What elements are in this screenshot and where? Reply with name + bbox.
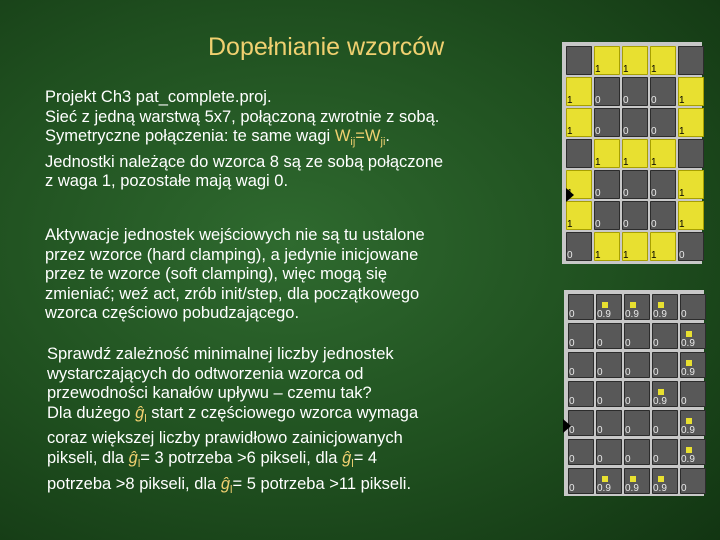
paragraph-leak-conductance	[47, 345, 418, 500]
unit-value: 1	[679, 219, 685, 230]
grid-unit[interactable]	[650, 139, 676, 168]
grid-unit[interactable]	[680, 439, 706, 465]
grid-unit[interactable]	[568, 439, 594, 465]
line: zmieniać; weź act, zrób init/step, dla początkowego	[45, 284, 420, 303]
grid-unit[interactable]	[678, 232, 704, 261]
grid-unit[interactable]	[678, 77, 704, 106]
symbol: W	[334, 127, 351, 146]
unit-value: 0.9	[681, 338, 695, 349]
grid-unit[interactable]	[652, 381, 678, 407]
grid-unit[interactable]	[568, 410, 594, 436]
unit-value: 0	[569, 396, 575, 407]
grid-unit[interactable]	[568, 323, 594, 349]
grid-unit[interactable]	[596, 381, 622, 407]
grid-unit[interactable]	[568, 468, 594, 494]
line: Sprawdź zależność minimalnej liczby jednostek	[47, 345, 394, 363]
grid-unit[interactable]	[594, 232, 620, 261]
grid-unit[interactable]	[680, 294, 706, 320]
g-leak-symbol	[220, 474, 233, 496]
subscript: l	[351, 457, 354, 470]
line: wystarczających do odtworzenia wzorca od	[47, 364, 364, 383]
grid-unit[interactable]	[622, 170, 648, 199]
grid-unit[interactable]	[624, 381, 650, 407]
grid-unit[interactable]	[566, 232, 592, 261]
subscript: l	[230, 483, 233, 496]
unit-value: 0	[597, 454, 603, 465]
unit-value: 1	[567, 219, 573, 230]
unit-value: 0	[651, 126, 657, 137]
unit-value: 1	[679, 126, 685, 137]
unit-value: 0	[569, 483, 575, 494]
grid-unit[interactable]	[652, 323, 678, 349]
activation-marker	[658, 389, 664, 395]
grid-unit[interactable]	[596, 468, 622, 494]
symbol: ĝ	[128, 448, 138, 467]
text: pikseli, dla	[47, 448, 129, 467]
grid-unit[interactable]	[596, 352, 622, 378]
unit-value: 0	[625, 367, 631, 378]
grid-unit[interactable]	[596, 410, 622, 436]
symbol: ĝ	[135, 403, 145, 422]
grid-unit[interactable]	[678, 108, 704, 137]
unit-value: 0.9	[681, 425, 695, 436]
grid-unit[interactable]	[680, 468, 706, 494]
grid-unit[interactable]	[650, 170, 676, 199]
line: przez te wzorce (soft clamping), więc mogą się	[45, 265, 388, 284]
unit-value: 1	[623, 64, 629, 75]
grid-unit[interactable]	[678, 46, 704, 75]
unit-value: 1	[595, 157, 601, 168]
line: przez wzorce (hard clamping), a jedynie inicjowane	[45, 245, 419, 264]
unit-value: 1	[623, 157, 629, 168]
grid-unit[interactable]	[680, 410, 706, 436]
grid-unit[interactable]	[594, 201, 620, 230]
unit-value: 0	[625, 425, 631, 436]
g-leak-symbol	[128, 448, 141, 470]
unit-value: 0	[623, 188, 629, 199]
unit-value: 0	[623, 95, 629, 106]
unit-value: 0.9	[653, 396, 667, 407]
line	[47, 449, 418, 475]
unit-value: 1	[651, 157, 657, 168]
grid-unit[interactable]	[678, 170, 704, 199]
activation-marker	[630, 476, 636, 482]
unit-value: 0	[595, 95, 601, 106]
activation-marker	[686, 418, 692, 424]
line: przewodności kanałów upływu – czemu tak?	[47, 384, 372, 403]
grid-unit[interactable]	[652, 410, 678, 436]
unit-value: 0	[681, 309, 687, 320]
text: = 4	[353, 448, 378, 467]
unit-value: 0	[595, 126, 601, 137]
g-leak-symbol	[135, 403, 147, 425]
pointer-arrow-icon	[563, 419, 571, 433]
network-grid-activations	[564, 290, 704, 496]
grid-unit[interactable]	[566, 108, 592, 137]
grid-unit[interactable]	[594, 170, 620, 199]
unit-value: 0	[569, 454, 575, 465]
unit-value: 0	[595, 219, 601, 230]
activation-marker	[658, 302, 664, 308]
unit-value: 0.9	[681, 367, 695, 378]
line: coraz większej liczby prawidłowo zainicjowanych	[47, 429, 403, 448]
unit-value: 0.9	[681, 454, 695, 465]
grid-unit[interactable]	[650, 232, 676, 261]
text: potrzeba >8 pikseli, dla	[47, 474, 221, 493]
unit-value: 0	[569, 309, 575, 320]
weight-formula	[334, 127, 386, 149]
activation-marker	[686, 447, 692, 453]
grid-unit[interactable]	[624, 294, 650, 320]
text: = 3 potrzeba >6 pikseli, dla	[140, 448, 343, 467]
symbol: =W	[355, 127, 381, 146]
grid-unit[interactable]	[650, 201, 676, 230]
grid-unit[interactable]	[624, 323, 650, 349]
g-leak-symbol	[342, 448, 354, 470]
unit-value: 0	[651, 95, 657, 106]
grid-unit[interactable]	[624, 439, 650, 465]
grid-unit[interactable]	[568, 381, 594, 407]
slide-title: Dopełnianie wzorców	[208, 33, 445, 61]
grid-unit[interactable]	[596, 439, 622, 465]
unit-value: 0.9	[653, 483, 667, 494]
unit-value: 0	[569, 425, 575, 436]
unit-value: 0.9	[597, 309, 611, 320]
grid-unit[interactable]	[652, 352, 678, 378]
unit-value: 0	[653, 338, 659, 349]
line: z waga 1, pozostałe mają wagi 0.	[45, 172, 289, 191]
grid-unit[interactable]	[650, 77, 676, 106]
grid-unit[interactable]	[678, 201, 704, 230]
activation-marker	[658, 476, 664, 482]
grid-unit[interactable]	[652, 439, 678, 465]
line	[47, 404, 418, 430]
unit-value: 0	[597, 367, 603, 378]
subscript: l	[144, 412, 147, 425]
unit-value: 1	[679, 188, 685, 199]
paragraph-soft-clamping	[45, 226, 425, 324]
grid-unit[interactable]	[624, 352, 650, 378]
grid-unit[interactable]	[594, 77, 620, 106]
unit-value: 1	[567, 188, 573, 199]
text: Dla dużego	[47, 403, 136, 422]
grid-unit[interactable]	[596, 323, 622, 349]
activation-marker	[630, 302, 636, 308]
grid-unit[interactable]	[650, 46, 676, 75]
text: start z częściowego wzorca wymaga	[146, 403, 419, 422]
activation-marker	[686, 360, 692, 366]
grid-unit[interactable]	[650, 108, 676, 137]
grid-unit[interactable]	[622, 77, 648, 106]
grid-unit[interactable]	[594, 139, 620, 168]
line: Projekt Ch3 pat_complete.proj.	[45, 88, 272, 106]
grid-unit[interactable]	[680, 381, 706, 407]
grid-unit[interactable]	[568, 352, 594, 378]
unit-value: 0	[595, 188, 601, 199]
line	[47, 475, 418, 501]
unit-value: 1	[595, 250, 601, 261]
unit-value: 0	[679, 250, 685, 261]
unit-value: 0	[625, 396, 631, 407]
unit-value: 0	[567, 250, 573, 261]
text: = 5 potrzeba >11 pikseli.	[232, 474, 412, 493]
text: .	[385, 127, 390, 146]
grid-unit[interactable]	[596, 294, 622, 320]
activation-marker	[686, 331, 692, 337]
grid-unit[interactable]	[566, 201, 592, 230]
unit-value: 0	[651, 219, 657, 230]
unit-value: 0	[681, 483, 687, 494]
grid-unit[interactable]	[594, 46, 620, 75]
line: Sieć z jedną warstwą 5x7, połączoną zwrotnie z sobą.	[45, 107, 440, 126]
unit-value: 0	[597, 396, 603, 407]
unit-value: 0	[623, 126, 629, 137]
subscript: ji	[380, 136, 386, 149]
grid-unit[interactable]	[680, 352, 706, 378]
grid-unit[interactable]	[622, 46, 648, 75]
activation-marker	[602, 302, 608, 308]
grid-unit[interactable]	[594, 108, 620, 137]
unit-value: 0.9	[625, 309, 639, 320]
network-grid-pattern-8	[562, 42, 702, 264]
grid-unit[interactable]	[624, 410, 650, 436]
unit-value: 0	[653, 367, 659, 378]
line	[45, 127, 443, 153]
grid-unit[interactable]	[566, 139, 592, 168]
unit-value: 0	[625, 454, 631, 465]
unit-value: 0	[651, 188, 657, 199]
unit-value: 0	[653, 454, 659, 465]
subscript: l	[137, 457, 141, 470]
unit-value: 1	[651, 64, 657, 75]
text: Symetryczne połączenia: te same wagi	[45, 127, 335, 146]
line: Jednostki należące do wzorca 8 są ze sobą połączone	[45, 152, 444, 171]
symbol: ĝ	[220, 474, 231, 493]
activation-marker	[602, 476, 608, 482]
subscript: ij	[350, 136, 356, 149]
grid-unit[interactable]	[624, 468, 650, 494]
unit-value: 1	[567, 126, 573, 137]
unit-value: 0	[597, 425, 603, 436]
line: wzorca częściowo pobudzającego.	[45, 304, 300, 323]
grid-unit[interactable]	[566, 77, 592, 106]
unit-value: 0	[597, 338, 603, 349]
grid-unit[interactable]	[568, 294, 594, 320]
line: Aktywacje jednostek wejściowych nie są tu ustalone	[45, 226, 425, 244]
unit-value: 0	[653, 425, 659, 436]
unit-value: 0	[681, 396, 687, 407]
grid-unit[interactable]	[622, 201, 648, 230]
pointer-arrow-icon	[566, 188, 574, 202]
unit-value: 0	[623, 219, 629, 230]
unit-value: 0	[625, 338, 631, 349]
symbol: ĝ	[342, 448, 352, 467]
unit-value: 1	[679, 95, 685, 106]
grid-unit[interactable]	[652, 294, 678, 320]
grid-unit[interactable]	[622, 108, 648, 137]
paragraph-project-description	[45, 88, 443, 192]
unit-value: 1	[595, 64, 601, 75]
grid-unit[interactable]	[680, 323, 706, 349]
grid-unit[interactable]	[566, 46, 592, 75]
grid-unit[interactable]	[678, 139, 704, 168]
grid-unit[interactable]	[622, 232, 648, 261]
unit-value: 0.9	[625, 483, 639, 494]
unit-value: 0	[569, 338, 575, 349]
unit-value: 1	[623, 250, 629, 261]
grid-unit[interactable]	[622, 139, 648, 168]
unit-value: 1	[651, 250, 657, 261]
unit-value: 0.9	[653, 309, 667, 320]
unit-value: 0.9	[597, 483, 611, 494]
unit-value: 1	[567, 95, 573, 106]
unit-value: 0	[569, 367, 575, 378]
grid-unit[interactable]	[652, 468, 678, 494]
